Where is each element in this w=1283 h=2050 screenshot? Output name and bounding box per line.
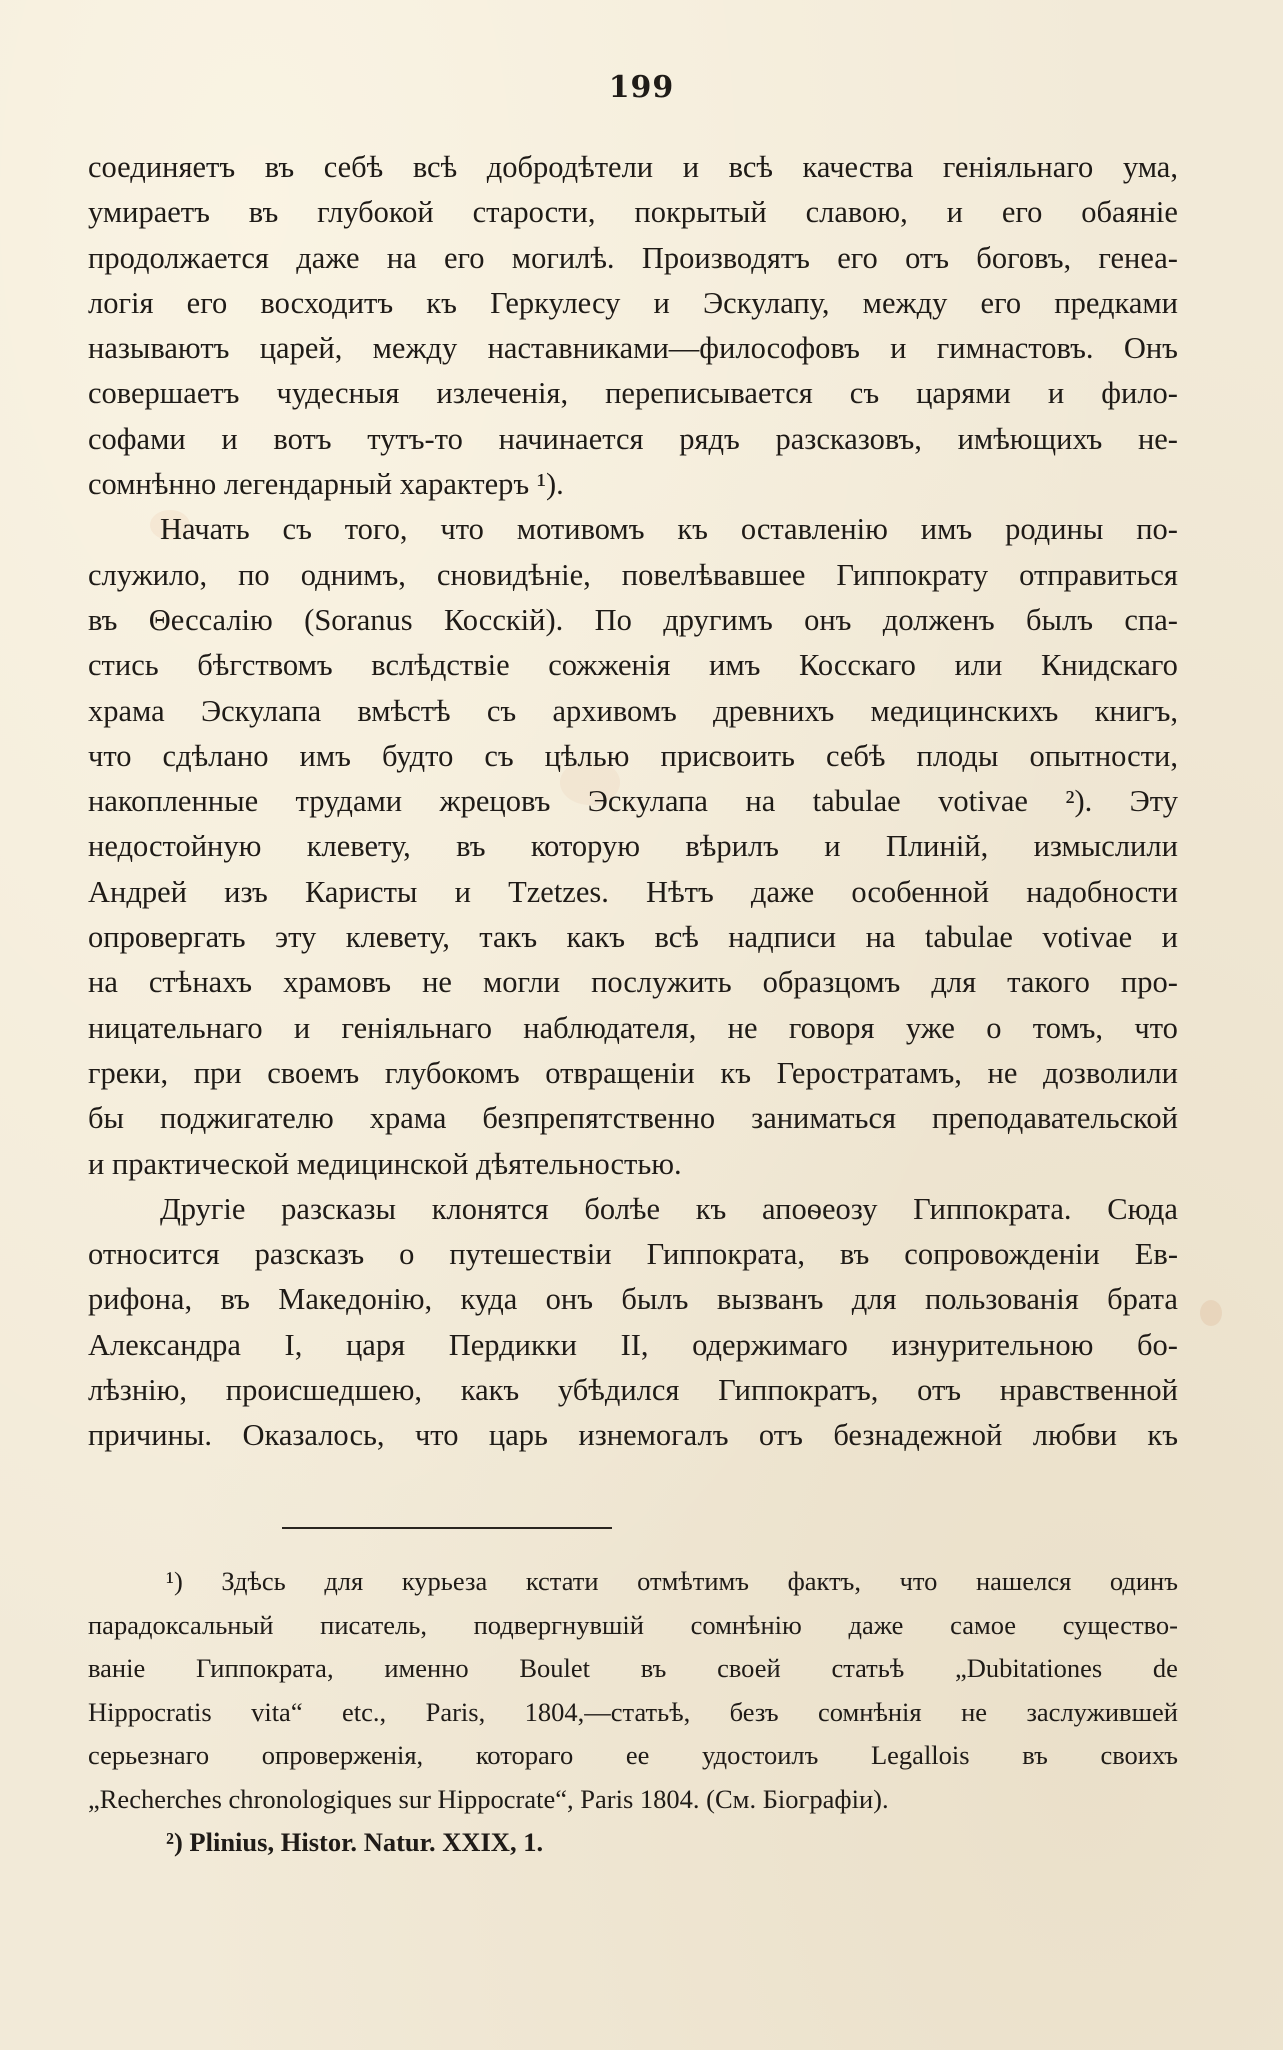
text-line: умираетъ въ глубокой старости, покрытый славою, и его обаяніе — [88, 195, 1178, 230]
body-text — [88, 145, 1178, 1459]
text-line: софами и вотъ тутъ-то начинается рядъ разсказовъ, имѣющихъ не- — [88, 421, 1178, 456]
paper-stain — [1200, 1300, 1222, 1326]
text-line: и практической медицинской дѣятельностью. — [88, 1146, 682, 1181]
text-line: называютъ царей, между наставниками—философовъ и гимнастовъ. Онъ — [88, 331, 1178, 366]
text-line: недостойную клевету, въ которую вѣрилъ и Плиній, измыслили — [88, 829, 1178, 864]
text-line: бы поджигателю храма безпрепятственно заниматься преподавательской — [88, 1101, 1178, 1136]
text-line: накопленные трудами жрецовъ Эскулапа на tabulae votivae ²). Эту — [88, 784, 1178, 819]
text-line: на стѣнахъ храмовъ не могли послужить образцомъ для такого про- — [88, 965, 1178, 1000]
text-line: служило, по однимъ, сновидѣніе, повелѣвавшее Гиппократу отправиться — [88, 557, 1178, 592]
text-line: соединяетъ въ себѣ всѣ добродѣтели и всѣ качества геніяльнаго ума, — [88, 150, 1178, 184]
text-line: храма Эскулапа вмѣстѣ съ архивомъ древнихъ медицинскихъ книгъ, — [88, 693, 1178, 728]
text-line: сомнѣнно легендарный характеръ ¹). — [88, 467, 564, 502]
text-line: опровергать эту клевету, такъ какъ всѣ надписи на tabulae votivae и — [88, 920, 1178, 955]
footnote-line: парадоксальный писатель, подвергнувшій сомнѣнію даже самое существо- — [88, 1609, 1178, 1640]
footnote-line: ¹) Здѣсь для курьеза кстати отмѣтимъ фактъ, что нашелся одинъ — [166, 1566, 1178, 1596]
text-line: стись бѣгствомъ вслѣдствіе сожженія имъ Косскаго или Книдскаго — [88, 648, 1178, 683]
text-line: Александра I, царя Пердикки II, одержимаго изнурительною бо- — [88, 1327, 1178, 1362]
text-line: рифона, въ Македонію, куда онъ былъ вызванъ для пользованія брата — [88, 1282, 1178, 1317]
footnote-separator — [282, 1527, 612, 1529]
footnote-line: ²) Plinius, Histor. Natur. XXIX, 1. — [166, 1827, 544, 1857]
text-line: Начать съ того, что мотивомъ къ оставленію имъ родины по- — [160, 512, 1178, 547]
text-line: Андрей изъ Каристы и Tzetzes. Нѣтъ даже особенной надобности — [88, 874, 1178, 909]
text-line: что сдѣлано имъ будто съ цѣлью присвоить себѣ плоды опытности, — [88, 738, 1178, 773]
text-line: совершаетъ чудесныя излеченія, переписывается съ царями и фило- — [88, 376, 1178, 411]
text-line: лѣзнію, происшедшею, какъ убѣдился Гиппократъ, отъ нравственной — [88, 1373, 1178, 1408]
footnote-line: Hippocratis vita“ etc., Paris, 1804,—статьѣ, безъ сомнѣнія не заслужившей — [88, 1696, 1178, 1727]
footnote-line: серьезнаго опроверженія, котораго ее удостоилъ Legallois въ своихъ — [88, 1740, 1178, 1770]
text-line: Другіе разсказы клонятся болѣе къ апоѳеозу Гиппократа. Сюда — [160, 1191, 1178, 1226]
text-line: въ Θессалію (Soranus Косскій). По другимъ онъ долженъ былъ спа- — [88, 602, 1178, 637]
footnotes — [88, 1560, 1178, 1865]
text-line: причины. Оказалось, что царь изнемогалъ отъ безнадежной любви къ — [88, 1418, 1178, 1453]
footnote-line: ваніе Гиппократа, именно Boulet въ своей статьѣ „Dubitationes de — [88, 1653, 1178, 1683]
text-line: относится разсказъ о путешествіи Гиппократа, въ сопровожденіи Ев- — [88, 1237, 1178, 1272]
footnote-line: „Recherches chronologiques sur Hippocrate“, Paris 1804. (См. Біографіи). — [88, 1783, 889, 1814]
text-line: греки, при своемъ глубокомъ отвращеніи къ Геростратамъ, не дозволили — [88, 1055, 1178, 1090]
text-line: продолжается даже на его могилѣ. Производятъ его отъ боговъ, генеа- — [88, 240, 1178, 275]
text-line: ницательнаго и геніяльнаго наблюдателя, не говоря уже о томъ, что — [88, 1010, 1178, 1045]
text-line: логія его восходитъ къ Геркулесу и Эскулапу, между его предками — [88, 285, 1178, 320]
page-number: 199 — [608, 70, 675, 105]
